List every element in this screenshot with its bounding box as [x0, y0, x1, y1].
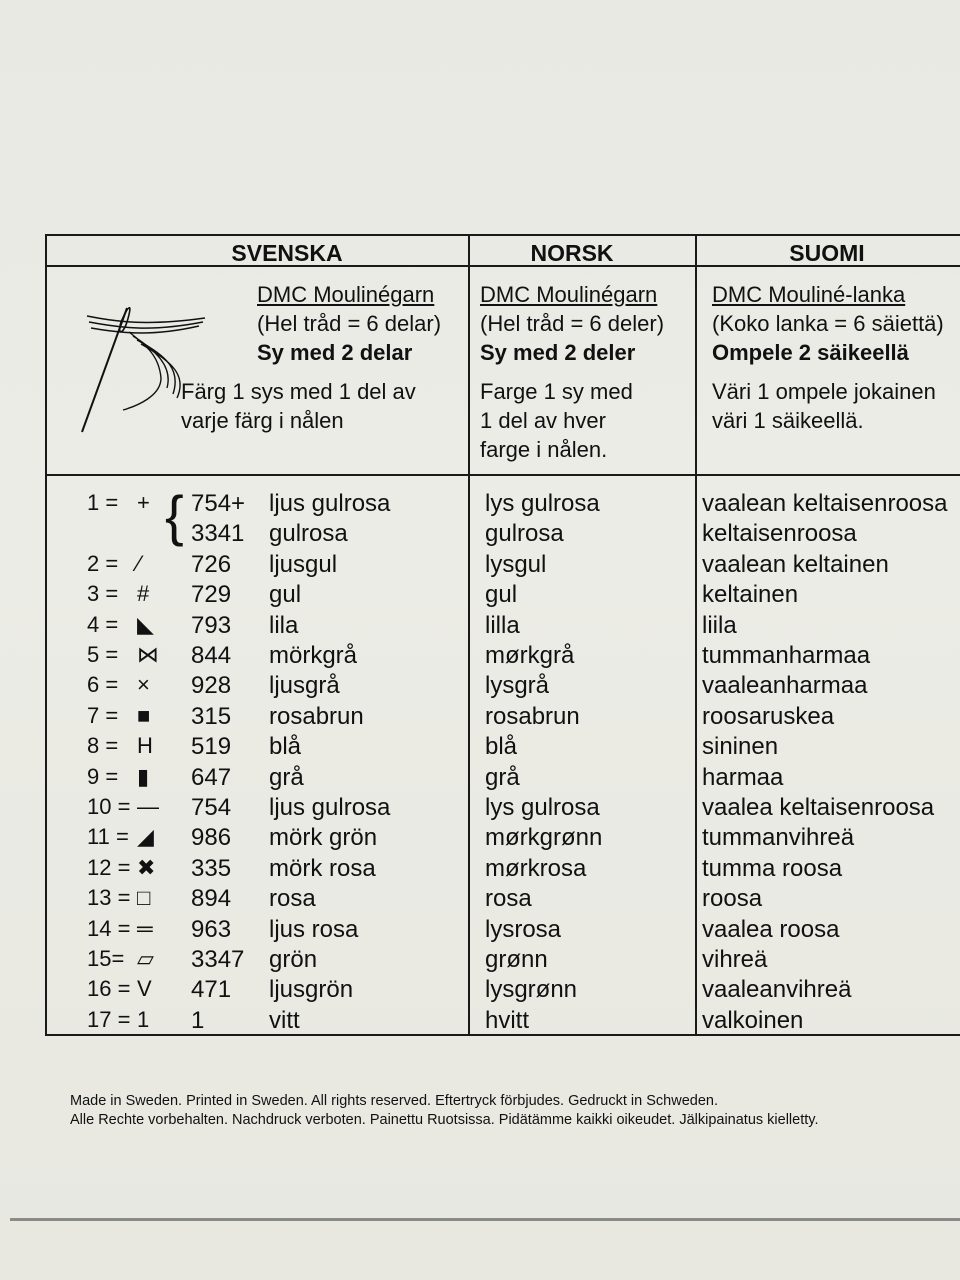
row-1-no: lys gulrosa: [485, 490, 600, 517]
row-10-no: grå: [485, 763, 520, 791]
row-4-symbol: #: [137, 581, 150, 607]
row-4-fi: keltainen: [702, 581, 799, 609]
row-2-sv: gulrosa: [269, 520, 348, 548]
row-14-no: rosa: [485, 885, 532, 913]
column-divider-1: [468, 236, 470, 1034]
row-8-symbol: ■: [137, 702, 151, 728]
row-7-label: 6 =: [87, 672, 119, 698]
row-3-symbol: ⁄: [137, 550, 141, 576]
row-1-code: 754+: [191, 490, 246, 517]
row-11-label: 10 =: [87, 794, 131, 819]
row-17-symbol: V: [137, 976, 152, 1002]
row-1-label: 1 =: [87, 490, 119, 515]
row-9-label: 8 =: [87, 733, 119, 759]
intro-suomi: [712, 280, 944, 435]
row-11-code: 754: [191, 794, 232, 821]
row-17-fi: vaaleanvihreä: [702, 976, 852, 1004]
row-3-code: 726: [191, 550, 232, 578]
row-6-fi: tummanharmaa: [702, 642, 871, 669]
intro-divider: [47, 474, 960, 476]
column-divider-2: [695, 236, 697, 1034]
row-5-label: 4 =: [87, 611, 119, 637]
instruction-no: Sy med 2 deler: [480, 340, 636, 365]
row-3-fi: vaalean keltainen: [702, 550, 889, 578]
row-6-code: 844: [191, 642, 232, 669]
row-8-no: rosabrun: [485, 702, 580, 730]
row-1-fi: vaalean keltaisenroosa: [702, 490, 948, 517]
detail-svenska: [181, 377, 416, 435]
row-3-no: lysgul: [485, 550, 547, 578]
row-14-code: 894: [191, 885, 232, 913]
row-12-no: mørkgrønn: [485, 824, 603, 852]
detail-sv-2: varje färg i nålen: [181, 408, 344, 433]
row-7-code: 928: [191, 672, 232, 700]
brand-sv: DMC Moulinégarn: [257, 282, 435, 307]
row-14-sv: rosa: [269, 885, 316, 913]
row-9-symbol: H: [137, 733, 153, 759]
note-no: (Hel tråd = 6 deler): [480, 311, 665, 336]
row-1-symbol: +: [137, 490, 150, 515]
row-16-symbol: ▱: [137, 946, 154, 971]
row-3-label: 2 =: [87, 550, 119, 576]
legend-table: [45, 234, 960, 1036]
brand-fi: DMC Mouliné-lanka: [712, 282, 906, 307]
row-18-code: 1: [191, 1006, 205, 1034]
row-16-no: grønn: [485, 946, 548, 973]
row-12-sv: mörk grön: [269, 824, 378, 852]
row-15-code: 963: [191, 915, 232, 943]
intro-norsk: [480, 280, 664, 464]
row-15-sv: ljus rosa: [269, 915, 359, 943]
detail-no-3: farge i nålen.: [480, 437, 608, 462]
row-8-code: 315: [191, 702, 232, 730]
row-15-label: 14 =: [87, 915, 131, 941]
row-18-symbol: 1: [137, 1006, 150, 1032]
row-7-fi: vaaleanharmaa: [702, 672, 868, 700]
row-8-sv: rosabrun: [269, 702, 364, 730]
row-12-code: 986: [191, 824, 232, 852]
row-10-code: 647: [191, 763, 232, 791]
row-2-fi: keltaisenroosa: [702, 520, 857, 548]
detail-no-2: 1 del av hver: [480, 408, 606, 433]
detail-sv-1: Färg 1 sys med 1 del av: [181, 379, 416, 404]
row-13-no: mørkrosa: [485, 854, 587, 882]
row-5-no: lilla: [485, 611, 520, 639]
footer-line-2: Alle Rechte vorbehalten. Nachdruck verboten. Painettu Ruotsissa. Pidätämme kaikki oikeudet. Jälkipainatus kielletty.: [70, 1112, 819, 1128]
row-10-sv: grå: [269, 763, 304, 791]
row-8-fi: roosaruskea: [702, 702, 835, 730]
row-15-symbol: ═: [137, 915, 153, 941]
row-16-sv: grön: [269, 946, 318, 973]
row-14-symbol: □: [137, 885, 151, 911]
page-edge: [10, 1218, 960, 1221]
row-6-sv: mörkgrå: [269, 642, 358, 669]
row-10-fi: harmaa: [702, 763, 784, 791]
footer-line-1: Made in Sweden. Printed in Sweden. All rights reserved. Eftertryck förbjudes. Gedruckt in Schweden.: [70, 1093, 718, 1109]
row-11-no: lys gulrosa: [485, 794, 600, 821]
note-sv: (Hel tråd = 6 delar): [257, 311, 442, 336]
row-1-sv: ljus gulrosa: [269, 490, 391, 517]
row-12-fi: tummanvihreä: [702, 824, 855, 852]
header-norsk: NORSK: [530, 240, 614, 266]
row-11-sv: ljus gulrosa: [269, 794, 391, 821]
row-18-no: hvitt: [485, 1006, 530, 1034]
row-8-label: 7 =: [87, 702, 119, 728]
row-13-symbol: ✖: [137, 854, 156, 880]
row-13-sv: mörk rosa: [269, 854, 376, 882]
detail-fi-1: Väri 1 ompele jokainen: [712, 379, 936, 404]
intro-svenska: [257, 280, 441, 367]
row-5-code: 793: [191, 611, 232, 639]
row-9-sv: blå: [269, 733, 302, 761]
row-9-no: blå: [485, 733, 518, 761]
row-14-fi: roosa: [702, 885, 763, 913]
row-13-code: 335: [191, 854, 232, 882]
row-9-code: 519: [191, 733, 232, 761]
row-17-no: lysgrønn: [485, 976, 578, 1004]
row-18-fi: valkoinen: [702, 1006, 804, 1034]
row-5-symbol: ◣: [137, 611, 154, 637]
row-14-label: 13 =: [87, 885, 131, 911]
row-11-fi: vaalea keltaisenroosa: [702, 794, 935, 821]
row-7-no: lysgrå: [485, 672, 550, 700]
row-4-sv: gul: [269, 581, 302, 609]
row-10-symbol: ▮: [137, 763, 150, 789]
row-17-code: 471: [191, 976, 232, 1004]
row-10-label: 9 =: [87, 763, 119, 789]
row-16-label: 15=: [87, 946, 125, 971]
row-9-fi: sininen: [702, 733, 779, 761]
row-6-label: 5 =: [87, 642, 119, 667]
row-2-no: gulrosa: [485, 520, 564, 548]
row-5-sv: lila: [269, 611, 299, 639]
instruction-sv: Sy med 2 delar: [257, 340, 413, 365]
row-5-fi: liila: [702, 611, 737, 639]
header-svenska: SVENSKA: [231, 240, 343, 266]
row-4-code: 729: [191, 581, 232, 609]
note-fi: (Koko lanka = 6 säiettä): [712, 311, 944, 336]
row-7-sv: ljusgrå: [269, 672, 340, 700]
row-4-no: gul: [485, 581, 518, 609]
detail-no-1: Farge 1 sy med: [480, 379, 633, 404]
row-18-label: 17 =: [87, 1006, 131, 1032]
row-18-sv: vitt: [269, 1006, 300, 1034]
brand-no: DMC Moulinégarn: [480, 282, 658, 307]
header-suomi: SUOMI: [789, 240, 865, 266]
row-16-code: 3347: [191, 946, 245, 973]
brace-icon: {: [165, 484, 184, 547]
row-15-no: lysrosa: [485, 915, 562, 943]
row-6-no: mørkgrå: [485, 642, 575, 669]
row-13-fi: tumma roosa: [702, 854, 843, 882]
row-11-symbol: —: [137, 794, 159, 819]
row-4-label: 3 =: [87, 581, 119, 607]
row-17-sv: ljusgrön: [269, 976, 354, 1004]
row-6-symbol: ⋈: [137, 642, 159, 667]
row-12-label: 11 =: [87, 824, 129, 850]
detail-fi-2: väri 1 säikeellä.: [712, 408, 864, 433]
row-2-code: 3341: [191, 520, 245, 548]
row-16-fi: vihreä: [702, 946, 768, 973]
row-3-sv: ljusgul: [269, 550, 338, 578]
row-13-label: 12 =: [87, 854, 131, 880]
row-12-symbol: ◢: [137, 824, 154, 850]
instruction-fi: Ompele 2 säikeellä: [712, 340, 909, 365]
row-17-label: 16 =: [87, 976, 131, 1002]
row-15-fi: vaalea roosa: [702, 915, 840, 943]
row-7-symbol: ×: [137, 672, 150, 698]
